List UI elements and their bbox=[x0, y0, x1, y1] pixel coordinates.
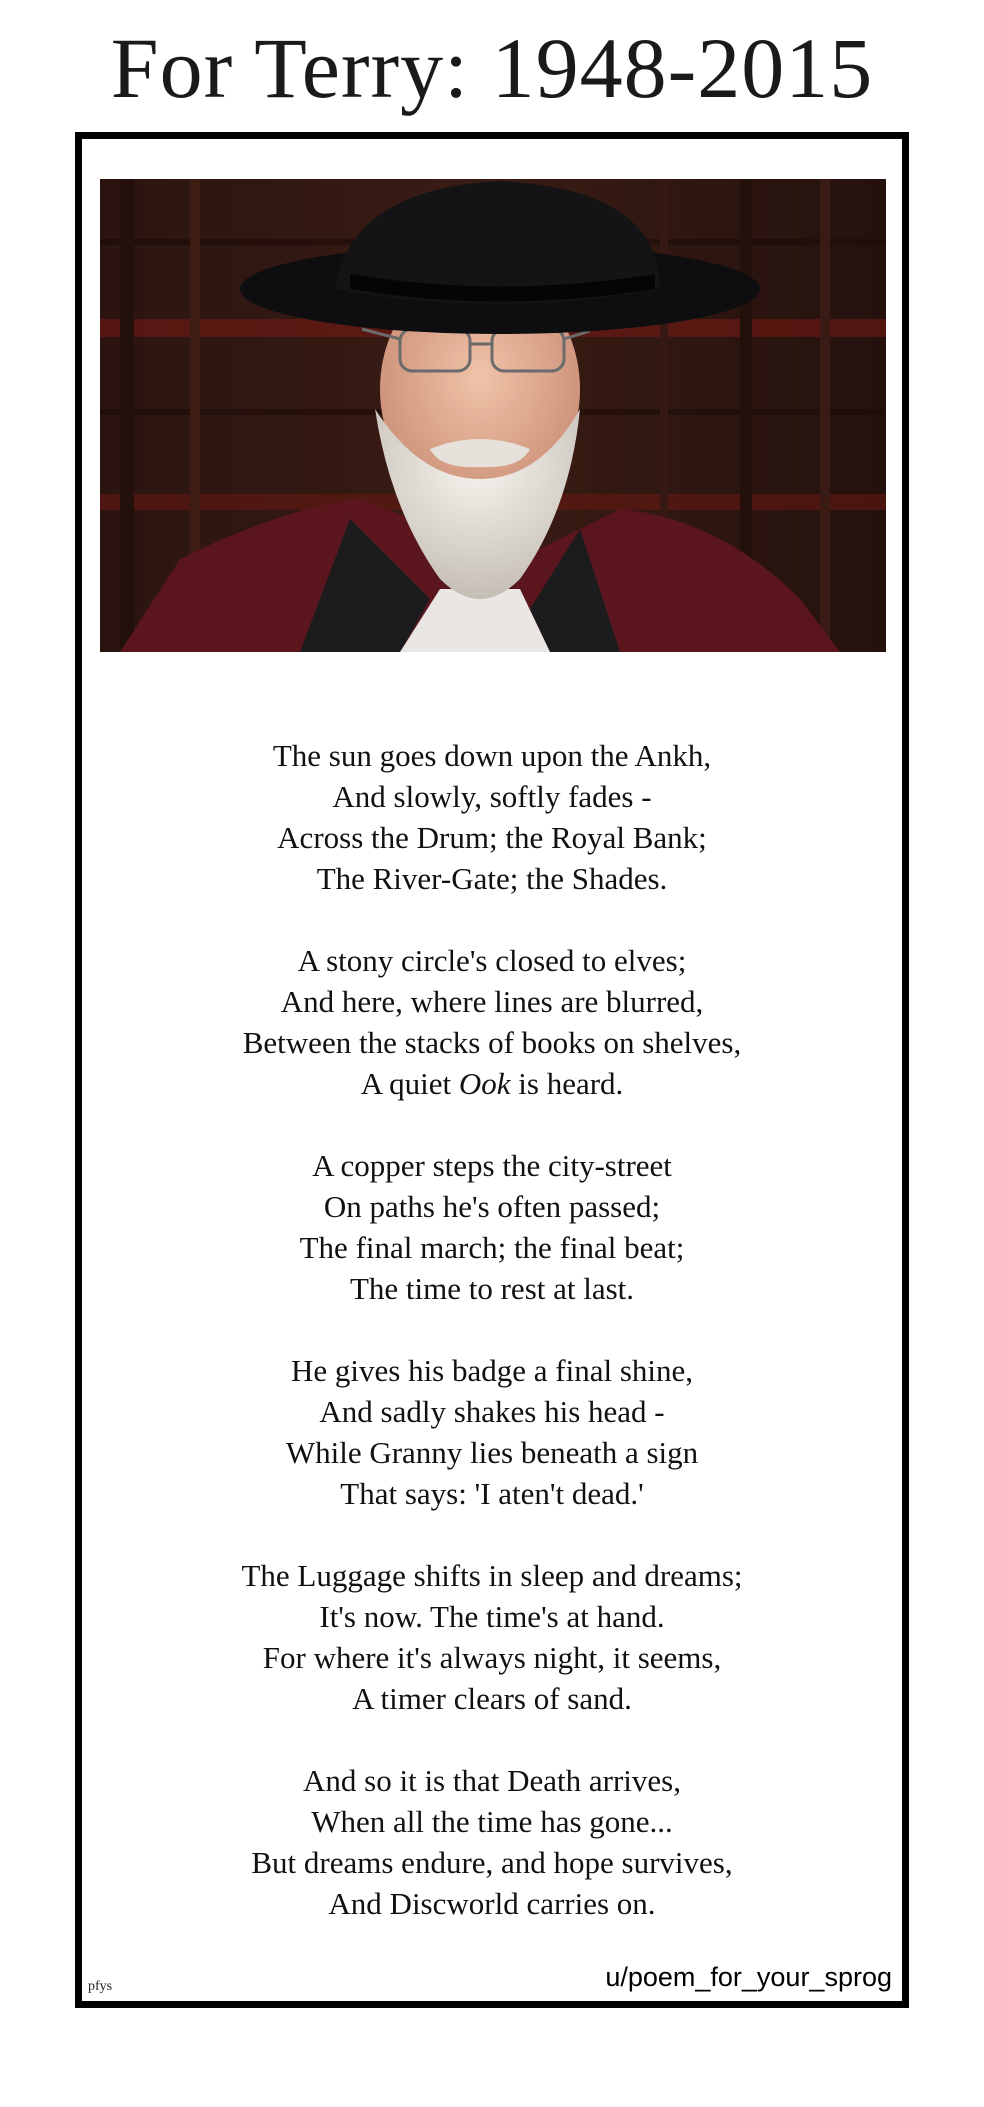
stanza bbox=[82, 1145, 902, 1309]
stanza bbox=[82, 1555, 902, 1719]
page-title: For Terry: 1948-2015 bbox=[110, 20, 874, 116]
poem-line-italic: Ook bbox=[458, 1066, 511, 1101]
poem-line: The final march; the final beat; bbox=[299, 1230, 685, 1265]
stanza bbox=[82, 1760, 902, 1924]
poem-line: A stony circle's closed to elves; bbox=[297, 943, 687, 978]
poem-line: The time to rest at last. bbox=[349, 1271, 635, 1306]
poem-line: And Discworld carries on. bbox=[328, 1886, 656, 1921]
poem-line: A copper steps the city-street bbox=[312, 1148, 672, 1183]
poem-line: While Granny lies beneath a sign bbox=[285, 1435, 699, 1470]
poem-line: And sadly shakes his head - bbox=[319, 1394, 665, 1429]
poem-line: A timer clears of sand. bbox=[352, 1681, 632, 1716]
poem-line bbox=[82, 1063, 902, 1104]
portrait-photo bbox=[100, 179, 886, 652]
poem-line: And slowly, softly fades - bbox=[332, 779, 652, 814]
poem-line-before: A quiet bbox=[360, 1066, 459, 1101]
signature-username: u/poem_for_your_sprog bbox=[605, 1962, 892, 1992]
poem-line: And so it is that Death arrives, bbox=[303, 1763, 681, 1798]
poem-line-after: is heard. bbox=[510, 1066, 624, 1101]
poem-line: Between the stacks of books on shelves, bbox=[242, 1025, 742, 1060]
stanza bbox=[82, 735, 902, 899]
poem-line: For where it's always night, it seems, bbox=[262, 1640, 722, 1675]
stanza bbox=[82, 940, 902, 1104]
stanza bbox=[82, 1350, 902, 1514]
poem-line: But dreams endure, and hope survives, bbox=[251, 1845, 733, 1880]
poem-line: Across the Drum; the Royal Bank; bbox=[277, 820, 707, 855]
poem-line: On paths he's often passed; bbox=[323, 1189, 661, 1224]
poem-line: The sun goes down upon the Ankh, bbox=[272, 738, 712, 773]
signature-initials: pfys bbox=[88, 1979, 113, 1994]
poem-line: That says: 'I aten't dead.' bbox=[340, 1476, 644, 1511]
poem bbox=[82, 735, 902, 1965]
poem-line: It's now. The time's at hand. bbox=[319, 1599, 665, 1634]
poem-line: And here, where lines are blurred, bbox=[280, 984, 704, 1019]
poem-frame bbox=[75, 132, 909, 2008]
poem-line: He gives his badge a final shine, bbox=[290, 1353, 694, 1388]
portrait-photo-icon bbox=[100, 179, 886, 652]
poem-line: The River-Gate; the Shades. bbox=[316, 861, 668, 896]
poem-line: When all the time has gone... bbox=[311, 1804, 673, 1839]
poem-line: The Luggage shifts in sleep and dreams; bbox=[241, 1558, 743, 1593]
